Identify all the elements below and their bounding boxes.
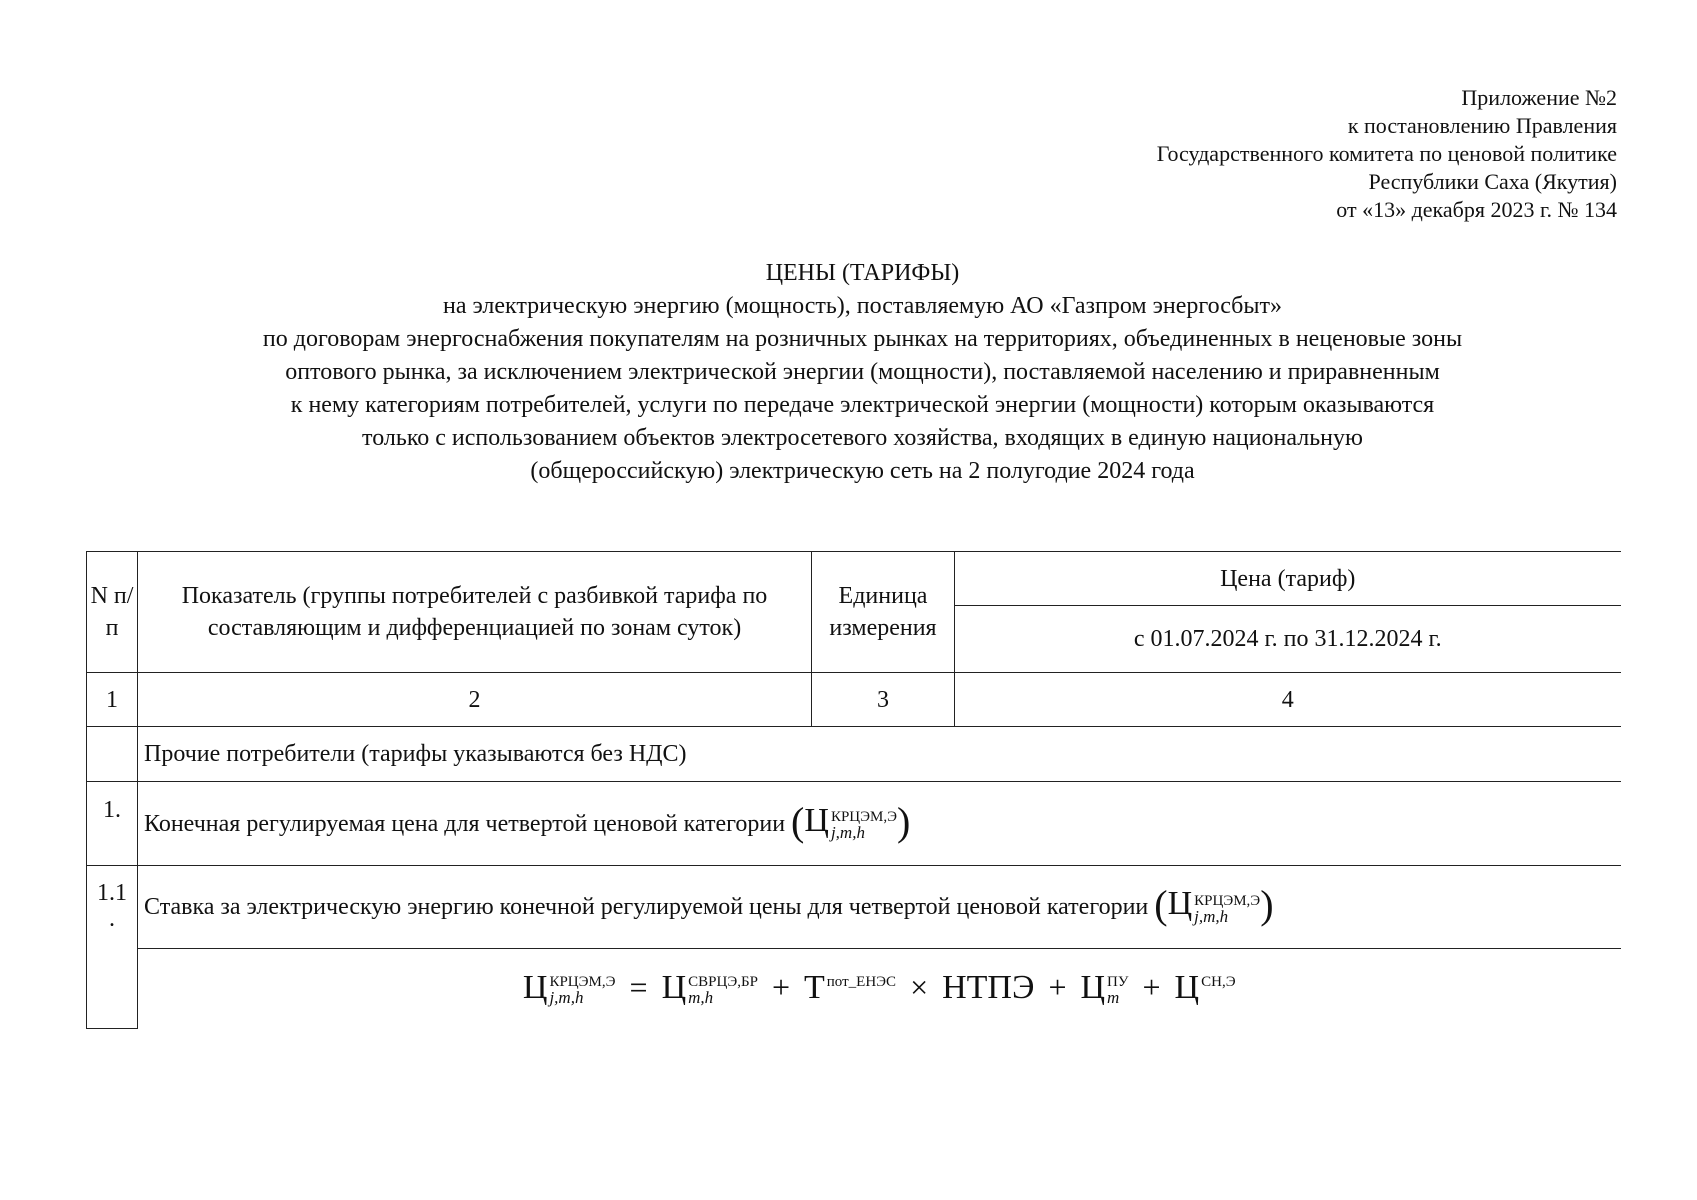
operator-plus: + <box>1142 968 1161 1005</box>
symbol-sup: КРЦЭМ,Э <box>1194 892 1261 909</box>
symbol-sup: КРЦЭМ,Э <box>549 974 616 991</box>
symbol-sub: j,m,h <box>1194 906 1229 926</box>
title-line: только с использованием объектов электросетевого хозяйства, входящих в единую национальную <box>362 425 1363 451</box>
formula-cell <box>138 949 1621 1029</box>
symbol-ts: Ц <box>661 968 687 1006</box>
symbol-ts: Ц <box>1167 885 1193 923</box>
symbol-sup: КРЦЭМ,Э <box>830 809 898 826</box>
symbol-sup: СВРЦЭ,БР <box>688 974 758 991</box>
operator-times: × <box>910 968 929 1005</box>
row-label <box>138 782 1621 866</box>
symbol-sub: j,m,h <box>830 823 865 843</box>
row-number <box>87 866 138 949</box>
header-period: с 01.07.2024 г. по 31.12.2024 г. <box>955 606 1621 673</box>
col-number: 4 <box>955 673 1621 727</box>
symbol-t: Т <box>803 968 825 1006</box>
row-label-text: Ставка за электрическую энергию конечной регулируемой цены для четвертой ценовой категории <box>144 894 1149 921</box>
group-label: Прочие потребители (тарифы указываются без НДС) <box>138 727 1621 782</box>
appendix-line: Приложение №2 <box>1461 85 1617 110</box>
row-number-part: . <box>109 906 115 932</box>
appendix-line: Республики Саха (Якутия) <box>1368 169 1617 194</box>
symbol-ts: Ц <box>1174 968 1200 1006</box>
row-label <box>138 866 1621 949</box>
document-title <box>100 257 1625 488</box>
symbol-sup: СН,Э <box>1201 974 1236 991</box>
symbol-ntpe: НТПЭ <box>942 968 1035 1006</box>
symbol-ts: Ц <box>522 968 548 1006</box>
table-row <box>87 782 1621 866</box>
header-indicator: Показатель (группы потребителей с разбивкой тарифа по составляющим и дифференциацией по зонам суток) <box>138 552 812 673</box>
operator-equals: = <box>629 968 648 1005</box>
col-number: 1 <box>87 673 138 727</box>
col-number: 3 <box>812 673 955 727</box>
symbol-sup: пот_ЕНЭС <box>826 974 897 991</box>
group-row <box>87 727 1621 782</box>
operator-plus: + <box>1048 968 1067 1005</box>
appendix-block <box>1157 84 1617 224</box>
symbol-sup: ПУ <box>1107 974 1129 991</box>
header-unit: Единица измерения <box>812 552 955 673</box>
table-row <box>87 866 1621 949</box>
price-formula <box>522 968 1236 1008</box>
header-price: Цена (тариф) <box>955 552 1621 606</box>
title-line: по договорам энергоснабжения покупателям на розничных рынках на территориях, объединенных в неценовые зоны <box>262 326 1463 352</box>
title-line: оптового рынка, за исключением электрической энергии (мощности), поставляемой населению и приравненным <box>285 359 1440 385</box>
symbol-sub: m <box>1107 988 1120 1008</box>
title-line: на электрическую энергию (мощность), поставляемую АО «Газпром энергосбыт» <box>443 293 1282 319</box>
group-num-cell <box>87 727 138 782</box>
title-line: к нему категориям потребителей, услуги по передаче электрической энергии (мощности) которым оказываются <box>290 392 1435 418</box>
title-heading: ЦЕНЫ (ТАРИФЫ) <box>765 260 960 286</box>
header-row <box>87 552 1621 606</box>
appendix-line: от «13» декабря 2023 г. № 134 <box>1336 197 1617 222</box>
row-number: 1. <box>87 782 138 866</box>
operator-plus: + <box>771 968 790 1005</box>
symbol-ts: Ц <box>804 801 829 839</box>
appendix-line: Государственного комитета по ценовой политике <box>1156 141 1617 166</box>
price-symbol: (Ц КРЦЭМ,Э j,m,h ) <box>1154 882 1274 928</box>
column-numbers-row <box>87 673 1621 727</box>
title-line: (общероссийскую) электрическую сеть на 2 полугодие 2024 года <box>530 458 1195 484</box>
row-label-text: Конечная регулируемая цена для четвертой ценовой категории <box>144 810 786 837</box>
row-number-part: 1.1 <box>97 880 127 906</box>
formula-row <box>87 949 1621 1029</box>
symbol-sub: m,h <box>688 988 714 1008</box>
tariff-table <box>86 551 1621 1029</box>
col-number: 2 <box>138 673 812 727</box>
appendix-line: к постановлению Правления <box>1347 113 1617 138</box>
symbol-sub: j,m,h <box>549 988 584 1008</box>
symbol-ts: Ц <box>1080 968 1106 1006</box>
formula-num-cell <box>87 949 138 1029</box>
price-symbol: (Ц КРЦЭМ,Э j,m,h ) <box>791 798 911 844</box>
header-num: N п/п <box>87 552 138 673</box>
